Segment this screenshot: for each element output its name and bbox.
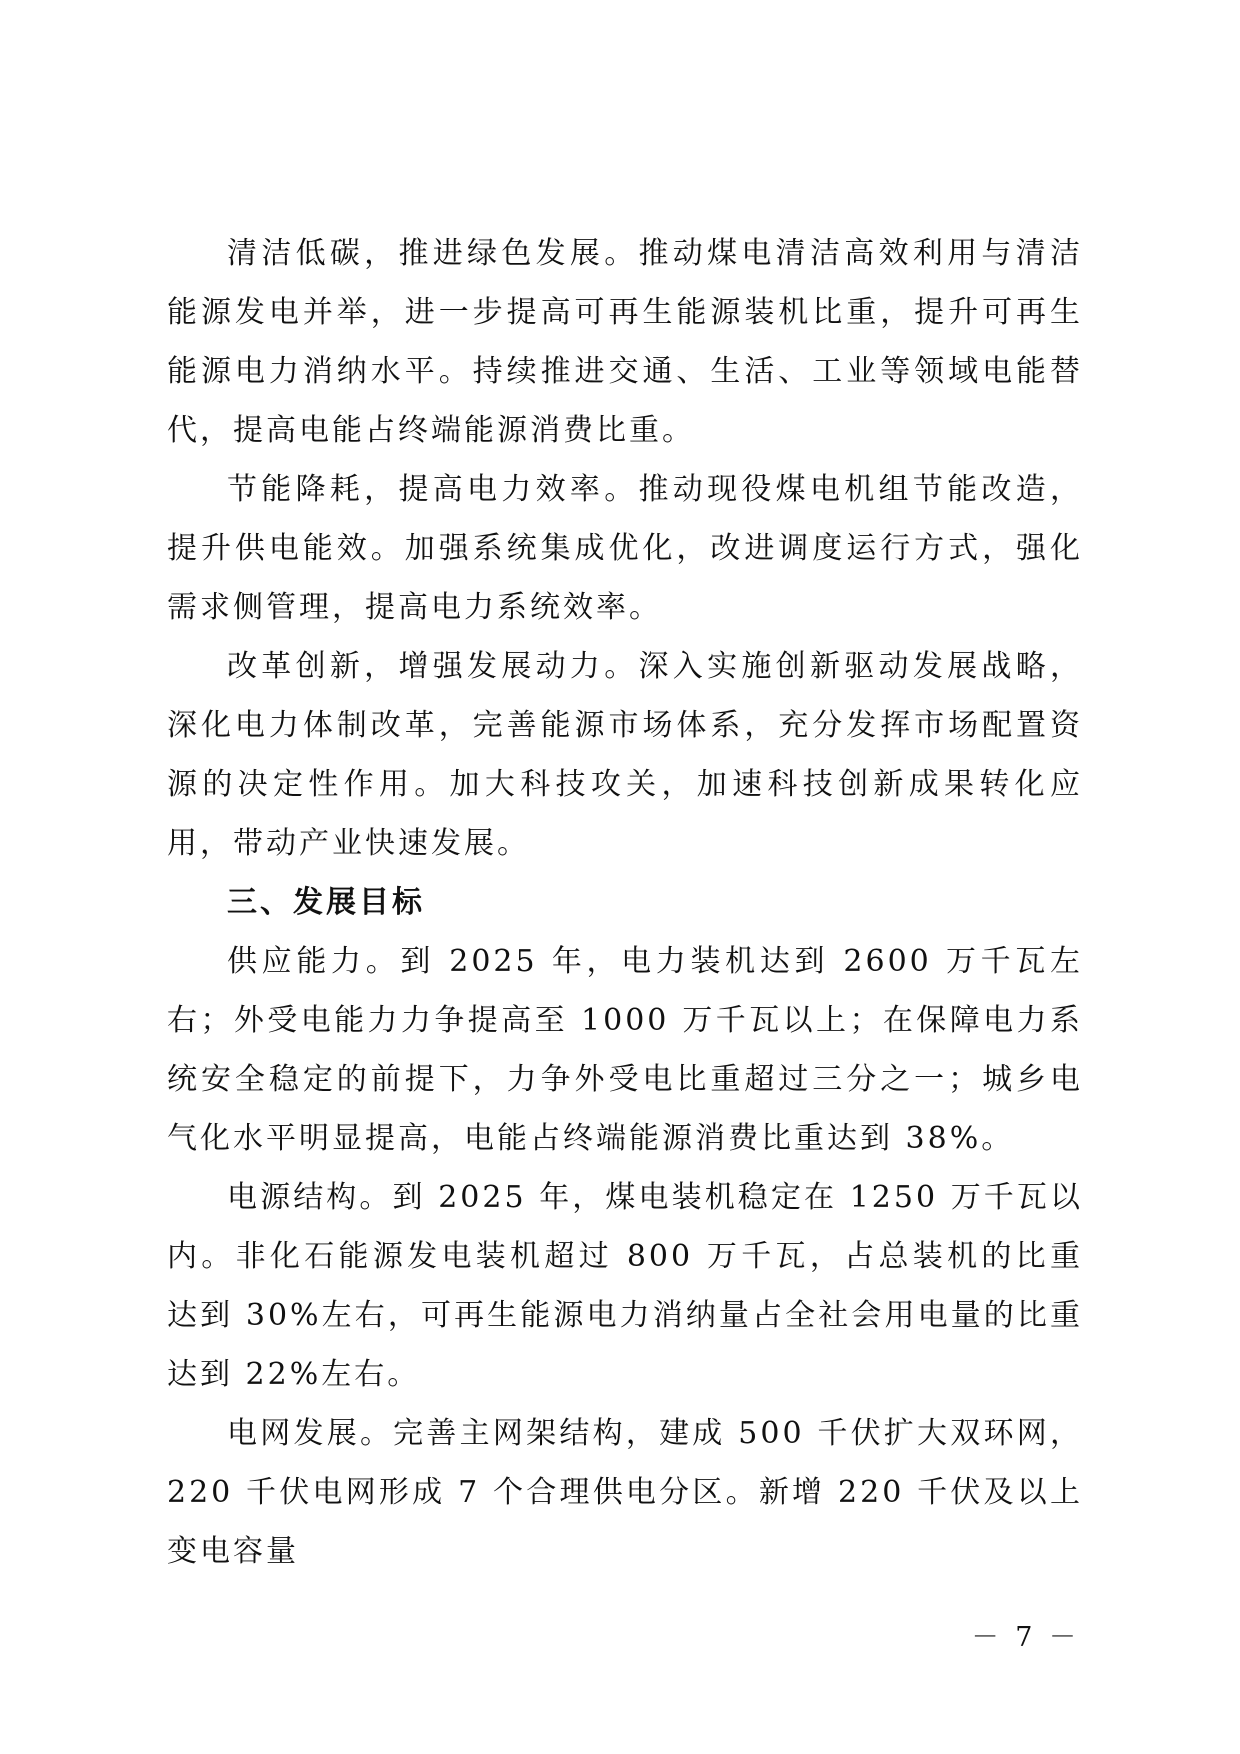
paragraph-clean-low-carbon: 清洁低碳，推进绿色发展。推动煤电清洁高效利用与清洁能源发电并举，进一步提高可再生能源装机比重，提升可再生能源电力消纳水平。持续推进交通、生活、工业等领域电能替代，提高电能占终端能源消费比重。 [167,236,1083,448]
section-heading: 三、发展目标 [227,885,425,920]
paragraph-energy-saving: 节能降耗，提高电力效率。推动现役煤电机组节能改造，提升供电能效。加强系统集成优化，改进调度运行方式，强化需求侧管理，提高电力系统效率。 [167,472,1083,625]
paragraph-power-structure: 电源结构。到 2025 年，煤电装机稳定在 1250 万千瓦以内。非化石能源发电装机超过 800 万千瓦，占总装机的比重达到 30%左右，可再生能源电力消纳量占全社会用电量的比重达到 22%左右。 [167,1180,1083,1392]
paragraph-grid-development: 电网发展。完善主网架结构，建成 500 千伏扩大双环网，220 千伏电网形成 7 个合理供电分区。新增 220 千伏及以上变电容量 [167,1416,1083,1569]
paragraph-supply-capacity: 供应能力。到 2025 年，电力装机达到 2600 万千瓦左右；外受电能力力争提高至 1000 万千瓦以上；在保障电力系统安全稳定的前提下，力争外受电比重超过三分之一；城乡电气化水平明显提高，电能占终端能源消费比重达到 38%。 [167,944,1083,1156]
page-number: － 7 － [971,1622,1080,1653]
paragraph-reform-innovation: 改革创新，增强发展动力。深入实施创新驱动发展战略，深化电力体制改革，完善能源市场体系，充分发挥市场配置资源的决定性作用。加大科技攻关，加速科技创新成果转化应用，带动产业快速发展。 [167,649,1083,861]
document-body [167,224,1083,1581]
